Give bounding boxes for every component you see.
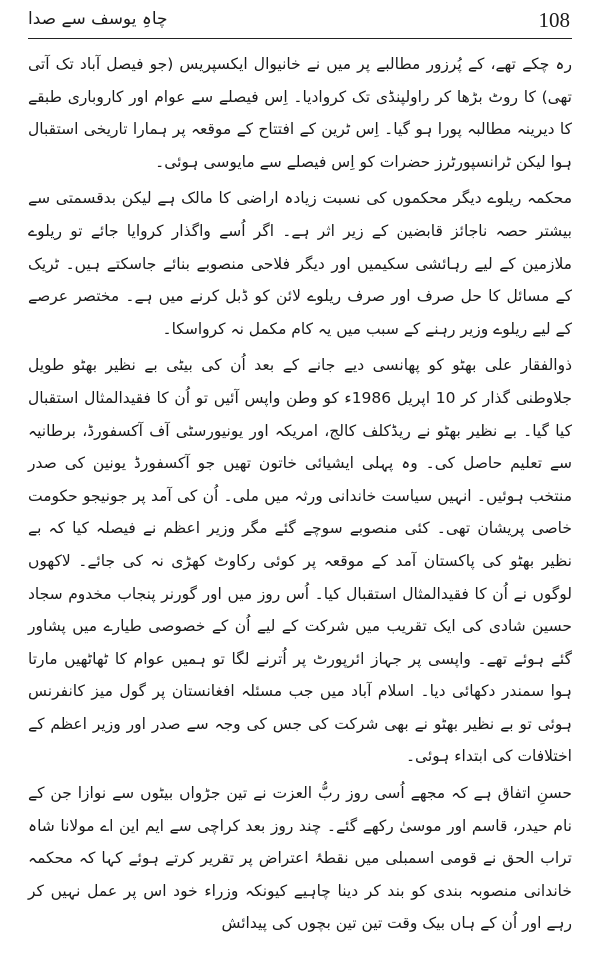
paragraph-twin-sons: حسنِ اتفاق ہے کہ مجھے اُسی روز ربُّ العزت نے تین جڑواں بیٹوں سے نوازا جن کے نام حیدر، قاسم اور موسیٰ رکھے گئے۔ چند روز بعد کراچی سے ایم این اے مولانا شاہ تراب الحق نے قومی اسمبلی میں نقطۂ اعتراض پر تقریر کرتے ہوئے کہا کہ محکمہ خاندانی منصوبہ بندی کو بند کر دینا چاہیے کیونکہ وزراء خود اس پر عمل نہیں کر رہے اور اُن کے ہاں بیک وقت تین تین بچوں کی پیدائش — [28, 784, 572, 933]
paragraph-train-route: رہ چکے تھے، کے پُرزور مطالبے پر میں نے خانیوال ایکسپریس (جو فیصل آباد تک آتی تھی) کا روٹ بڑھا کر راولپنڈی تک کروادیا۔ اِس فیصلے سے عوام اور کاروباری طبقے کا دیرینہ مطالبہ پورا ہو گیا۔ اِس ٹرین کے افتتاح کے موقعہ پر ہمارا تاریخی استقبال ہوا لیکن ٹرانسپورٹرز حضرات کو اِس فیصلے سے مایوسی ہوئی۔ — [28, 55, 572, 171]
paragraph-railway-land: محکمہ ریلوے دیگر محکموں کی نسبت زیادہ اراضی کا مالک ہے لیکن بدقسمتی سے بیشتر حصہ ناجائز قابضین کے زیر اثر ہے۔ اگر اُسے واگذار کروایا جائے تو ریلوے ملازمین کے لیے رہائشی سکیمیں اور دیگر فلاحی منصوبے بنائے جاسکتے ہیں۔ ٹریک کے مسائل کا حل صرف اور صرف ریلوے لائن کو ڈبل کرنے میں ہے۔ مختصر عرصے کے لیے ریلوے وزیر رہنے کے سبب میں یہ کام مکمل نہ کرواسکا۔ — [28, 189, 572, 338]
page-number: 108 — [538, 8, 570, 32]
paragraph-benazir-return: ذوالفقار علی بھٹو کو پھانسی دیے جانے کے بعد اُن کی بیٹی بے نظیر بھٹو طویل جلاوطنی گذار کر 10 اپریل 1986ء کو وطن واپس آئیں تو اُن کا فقیدالمثال استقبال کیا گیا۔ بے نظیر بھٹو نے ریڈکلف کالج، امریکہ اور یونیورسٹی آف آکسفورڈ، برطانیہ سے تعلیم حاصل کی۔ وہ پہلی ایشیائی خاتون تھیں جو آکسفورڈ یونین کی صدر منتخب ہوئیں۔ انہیں سیاست خاندانی ورثہ میں ملی۔ اُن کی آمد پر جونیجو حکومت خاصی پریشان تھی۔ کئی منصوبے سوچے گئے مگر وزیر اعظم نے فیصلہ کیا کہ بے نظیر بھٹو کی پاکستان آمد کے موقعہ پر کوئی رکاوٹ کھڑی نہ کی جائے۔ لاکھوں لوگوں نے اُن کا فقیدالمثال استقبال کیا۔ اُس روز میں اور گورنر پنجاب مخدوم سجاد حسین شادی کی ایک تقریب میں شرکت کے لیے اُن کے خصوصی طیارے میں پشاور گئے ہوئے تھے۔ واپسی پر جہاز ائرپورٹ پر اُترنے لگا تو ہمیں عوام کا ٹھاٹھیں مارتا ہوا سمندر دکھائی دیا۔ اسلام آباد میں جب مسئلہ افغانستان پر گول میز کانفرنس ہوئی تو بے نظیر بھٹو نے بھی شرکت کی جس کی وجہ سے صدر اور وزیر اعظم کے اختلافات کی ابتداء ہوئی۔ — [28, 356, 572, 766]
body-text — [28, 48, 572, 940]
header-rule — [28, 38, 572, 39]
running-title: چاہِ یوسف سے صدا — [28, 9, 168, 29]
page-header — [28, 6, 572, 42]
